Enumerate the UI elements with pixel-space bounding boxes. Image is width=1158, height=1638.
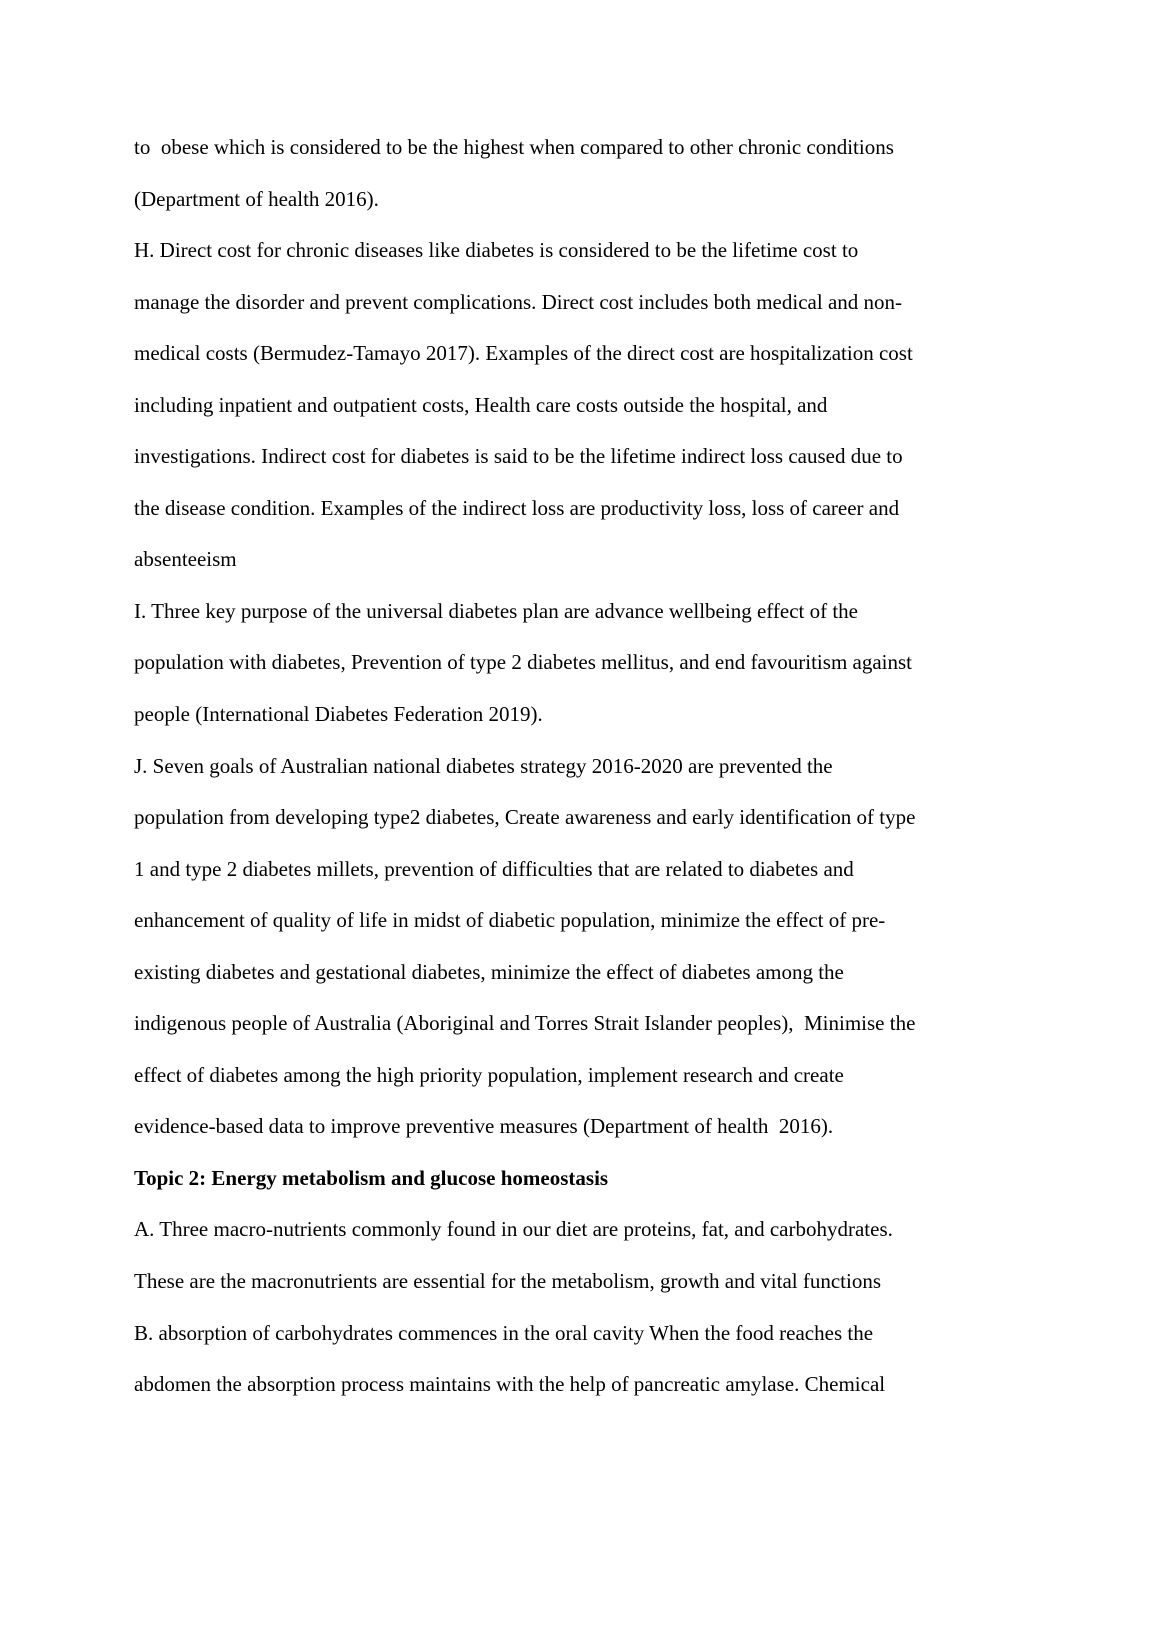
text-line: existing diabetes and gestational diabetes, minimize the effect of diabetes among the (134, 959, 844, 984)
text-line: indigenous people of Australia (Aboriginal and Torres Strait Islander peoples), Minimise the (134, 1011, 916, 1036)
text-line: These are the macronutrients are essential for the metabolism, growth and vital functions (134, 1269, 882, 1294)
text-line: 1 and type 2 diabetes millets, prevention of difficulties that are related to diabetes and (134, 856, 854, 881)
text-line: abdomen the absorption process maintains with the help of pancreatic amylase. Chemical (134, 1372, 886, 1397)
text-line: B. absorption of carbohydrates commences in the oral cavity When the food reaches the (134, 1320, 874, 1345)
text-line: effect of diabetes among the high priority population, implement research and create (134, 1062, 844, 1087)
text-line: population from developing type2 diabetes, Create awareness and early identification of type (134, 805, 916, 830)
text-line: J. Seven goals of Australian national diabetes strategy 2016-2020 are prevented the (134, 753, 833, 778)
text-line: including inpatient and outpatient costs, Health care costs outside the hospital, and (134, 392, 828, 417)
text-line: investigations. Indirect cost for diabetes is said to be the lifetime indirect loss caused due to (134, 444, 903, 469)
section-heading: Topic 2: Energy metabolism and glucose homeostasis (134, 1165, 609, 1190)
text-line: medical costs (Bermudez-Tamayo 2017). Examples of the direct cost are hospitalization cost (134, 341, 913, 366)
text-line: absenteeism (134, 547, 237, 572)
text-line: A. Three macro-nutrients commonly found in our diet are proteins, fat, and carbohydrates. (134, 1217, 893, 1242)
text-line: people (International Diabetes Federation 2019). (134, 702, 543, 727)
text-line: the disease condition. Examples of the indirect loss are productivity loss, loss of career and (134, 495, 900, 520)
text-line: H. Direct cost for chronic diseases like diabetes is considered to be the lifetime cost to (134, 238, 859, 263)
text-line: to obese which is considered to be the highest when compared to other chronic conditions (134, 135, 894, 159)
text-line: (Department of health 2016). (134, 186, 379, 211)
text-line: evidence-based data to improve preventive measures (Department of health 2016). (134, 1114, 834, 1139)
text-line: I. Three key purpose of the universal diabetes plan are advance wellbeing effect of the (134, 598, 858, 623)
document-body (134, 128, 1034, 1417)
text-line: population with diabetes, Prevention of type 2 diabetes mellitus, and end favouritism against (134, 650, 913, 675)
text-line: manage the disorder and prevent complications. Direct cost includes both medical and non- (134, 289, 903, 314)
text-line: enhancement of quality of life in midst of diabetic population, minimize the effect of pre- (134, 908, 886, 933)
